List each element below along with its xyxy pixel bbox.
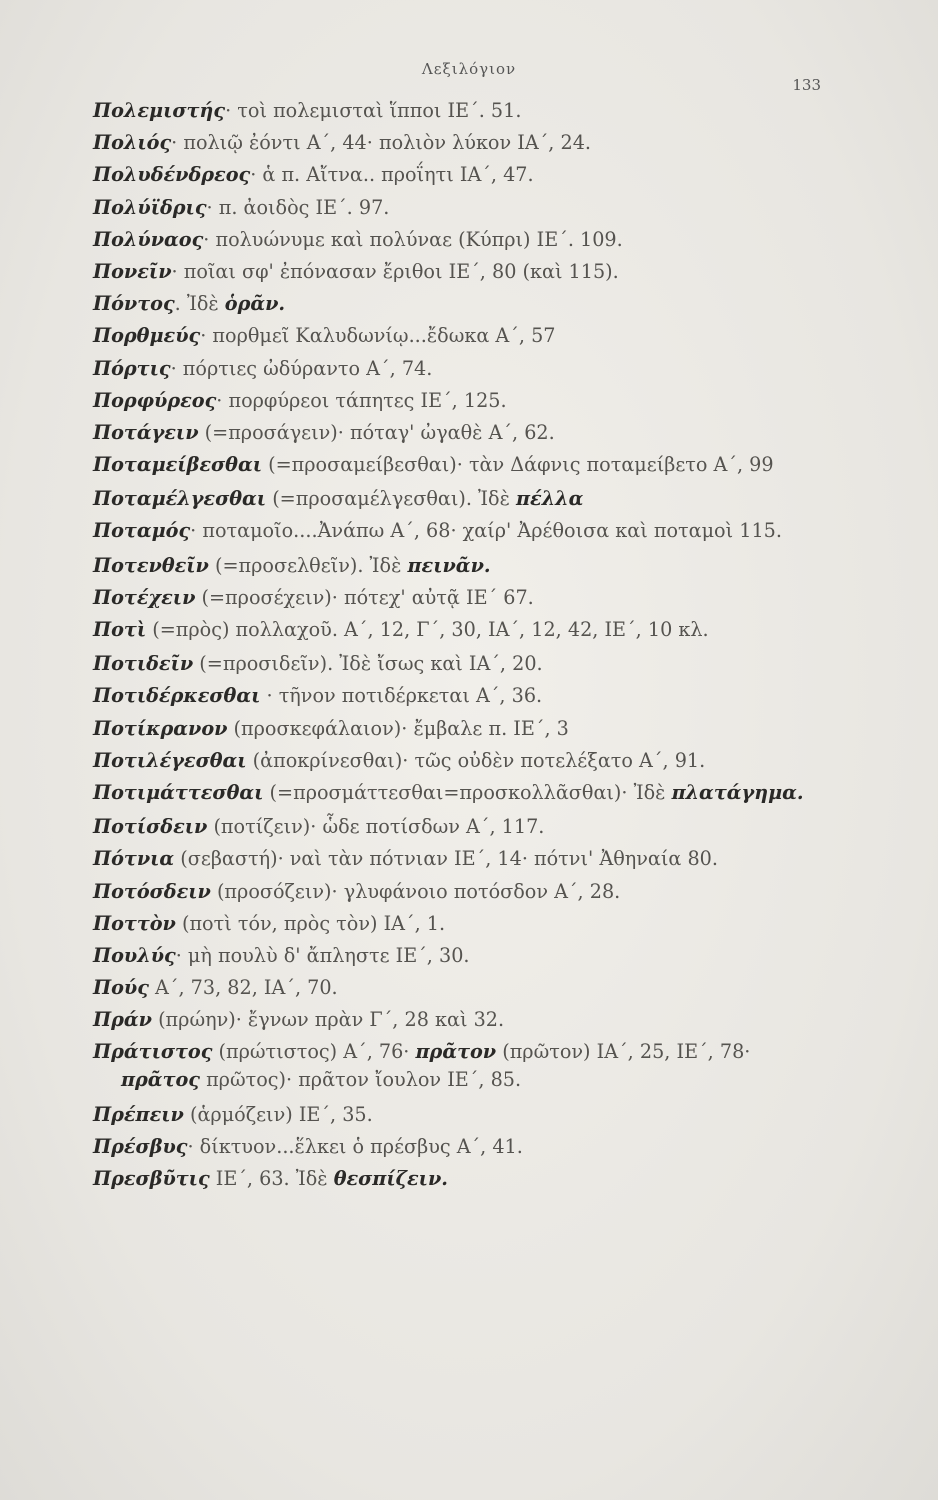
list-item <box>93 910 828 938</box>
lemma: Ποτιδέρκεσθαι <box>93 684 261 708</box>
list-item <box>93 942 828 970</box>
list-item <box>93 682 828 710</box>
lemma: Πολεμιστής <box>93 99 226 122</box>
entry-text: (ποτὶ τόν, πρὸς τὸν) ΙΑ΄, 1. <box>175 911 446 935</box>
lemma: Ποτὶ <box>93 618 147 641</box>
lemma: Ποτίκρανον <box>93 716 228 740</box>
cross-reference: πεινᾶν. <box>407 553 491 577</box>
list-item <box>93 517 828 545</box>
entry-text: (=προσελθεῖν). Ἰδὲ <box>208 553 408 577</box>
lemma: Πούς <box>93 976 149 1000</box>
entry-text: (πρῶτον) ΙΑ΄, 25, ΙΕ΄, 78· <box>496 1040 751 1064</box>
lemma: Ποτιδεῖν <box>93 652 194 676</box>
lemma: Ποτίσδειν <box>93 815 208 839</box>
lemma: Ποτιλέγεσθαι <box>93 748 247 772</box>
entry-text: · πορθμεῖ Καλυδωνίῳ...ἔδωκα Α΄, 57 <box>200 324 556 348</box>
entry-text: · πολιῷ ἐόντι Α΄, 44· πολιὸν λύκον ΙΑ΄, 24. <box>171 131 591 155</box>
cross-reference: πρᾶτον <box>415 1040 497 1064</box>
list-item <box>93 290 828 318</box>
entry-text: · ἁ π. Αἴτνα.. προΐητι ΙΑ΄, 47. <box>250 163 534 187</box>
lemma: Πορθμεύς <box>93 324 201 348</box>
list-item <box>93 97 828 125</box>
cross-reference: ὁρᾶν. <box>224 292 286 316</box>
entry-text: (=προσαμείβεσθαι)· τὰν Δάφνις ποταμείβετο Α΄, 99 <box>262 453 774 477</box>
entry-text: ΙΕ΄, 63. Ἰδὲ <box>209 1167 334 1190</box>
entry-text: πρῶτος)· πρᾶτον ἴουλον ΙΕ΄, 85. <box>199 1068 522 1092</box>
cross-reference: πλατάγημα. <box>671 780 804 804</box>
list-item <box>93 129 828 157</box>
list-item <box>93 322 828 350</box>
entry-text: (ἀποκρίνεσθαι)· τῶς οὐδὲν ποτελέξατο Α΄, 91. <box>246 748 706 772</box>
lexicon-entries <box>93 97 828 1197</box>
list-item <box>93 1165 828 1193</box>
list-item <box>93 779 828 807</box>
lemma: Ποτάγειν <box>93 420 199 444</box>
lemma: Ποτενθεῖν <box>93 553 209 577</box>
entry-text: · τῆνον ποτιδέρκεται Α΄, 36. <box>260 684 543 708</box>
entry-text: · π. ἀοιδὸς ΙΕ΄. 97. <box>206 195 390 219</box>
lemma: Πότνια <box>93 847 175 871</box>
list-item <box>93 845 828 873</box>
lemma: Πολυδένδρεος <box>93 163 251 187</box>
lemma: Πράν <box>93 1008 152 1032</box>
entry-text: · ποταμοῖο....Ἀνάπω Α΄, 68· χαίρ' Ἀρέθοισα καὶ ποταμοὶ 115. <box>190 519 782 543</box>
lemma: Ποταμός <box>93 519 191 543</box>
lemma: Ποτέχειν <box>93 585 196 609</box>
lemma: Πόρτις <box>93 356 171 380</box>
entry-text: · πολυώνυμε καὶ πολύναε (Κύπρι) ΙΕ΄. 109. <box>203 227 623 251</box>
entry-text: (ποτίζειν)· ὧδε ποτίσδων Α΄, 117. <box>207 815 545 839</box>
lemma: Ποτόσδειν <box>93 879 211 903</box>
lemma: Πρέσβυς <box>93 1134 188 1158</box>
list-item <box>93 387 828 415</box>
lemma: Πόντος <box>93 292 175 316</box>
list-item <box>93 1038 828 1094</box>
list-item <box>93 485 828 513</box>
list-item <box>93 355 828 383</box>
list-item <box>93 194 828 222</box>
lemma: Πορφύρεος <box>93 388 217 412</box>
entry-text: · ποῖαι σφ' ἐπόνασαν ἔριθοι ΙΕ΄, 80 (καὶ 115). <box>171 259 619 283</box>
entry-text: · πόρτιες ὠδύραντο Α΄, 74. <box>170 356 433 380</box>
entry-text: (=προσμάττεσθαι=προσκολλᾶσθαι)· Ἰδὲ <box>263 780 672 804</box>
list-item <box>93 1101 828 1129</box>
entry-text: · μὴ πουλὺ δ' ἄπληστε ΙΕ΄, 30. <box>175 943 470 967</box>
list-item <box>93 616 828 644</box>
cross-reference: θεσπίζειν. <box>333 1167 448 1190</box>
entry-text: (πρώτιστος) Α΄, 76· <box>212 1040 416 1064</box>
lemma: Πουλύς <box>93 943 176 967</box>
entry-text: (=πρὸς) πολλαχοῦ. Α΄, 12, Γ΄, 30, ΙΑ΄, 12, 42, ΙΕ΄, 10 κλ. <box>146 618 709 641</box>
lemma: Πολύϊδρις <box>93 195 207 219</box>
entry-text: (=προσάγειν)· πόταγ' ὠγαθὲ Α΄, 62. <box>198 420 555 444</box>
lemma: Πρέπειν <box>93 1102 184 1126</box>
entry-text: (=προσιδεῖν). Ἰδὲ ἴσως καὶ ΙΑ΄, 20. <box>193 652 543 676</box>
list-item <box>93 878 828 906</box>
list-item <box>93 584 828 612</box>
entry-text: (=προσαμέλγεσθαι). Ἰδὲ <box>266 487 516 511</box>
list-item <box>93 258 828 286</box>
list-item <box>93 419 828 447</box>
page-number: 133 <box>792 76 821 94</box>
entry-text: (=προσέχειν)· πότεχ' αὐτᾷ ΙΕ΄ 67. <box>195 585 534 609</box>
lemma: Πολιός <box>93 131 172 155</box>
entry-text: Α΄, 73, 82, ΙΑ΄, 70. <box>148 976 338 1000</box>
lemma: Ποταμείβεσθαι <box>93 453 262 477</box>
entry-text: (ἁρμόζειν) ΙΕ΄, 35. <box>183 1102 373 1126</box>
list-item <box>93 1133 828 1161</box>
lemma: Ποταμέλγεσθαι <box>93 487 267 511</box>
list-item <box>93 747 828 775</box>
lemma: Πράτιστος <box>93 1040 213 1064</box>
entry-text: · τοὶ πολεμισταὶ ἵπποι ΙΕ΄. 51. <box>225 99 522 122</box>
entry-text: (σεβαστή)· ναὶ τὰν πότνιαν ΙΕ΄, 14· πότνι' Ἀθηναία 80. <box>174 847 718 871</box>
list-item <box>93 226 828 254</box>
entry-text: · πορφύρεοι τάπητες ΙΕ΄, 125. <box>216 388 507 412</box>
entry-text: (προσκεφάλαιον)· ἔμβαλε π. ΙΕ΄, 3 <box>227 716 569 740</box>
running-head: Λεξιλόγιον <box>421 60 517 78</box>
entry-text: (πρώην)· ἔγνων πρὰν Γ΄, 28 καὶ 32. <box>151 1008 505 1032</box>
lemma: Ποτιμάττεσθαι <box>93 780 264 804</box>
lemma: Πολύναος <box>93 227 204 251</box>
list-item <box>93 650 828 678</box>
entry-text: (προσόζειν)· γλυφάνοιο ποτόσδον Α΄, 28. <box>210 879 621 903</box>
list-item <box>93 1006 828 1034</box>
list-item <box>93 552 828 580</box>
list-item <box>93 161 828 189</box>
list-item <box>93 451 828 479</box>
lemma: Ποττὸν <box>93 911 176 935</box>
cross-reference: πέλλα <box>516 487 584 511</box>
lemma: Πρεσβῦτις <box>93 1167 210 1190</box>
entry-text: . Ἰδὲ <box>174 292 225 316</box>
list-item <box>93 974 828 1002</box>
entry-text: · δίκτυον...ἕλκει ὁ πρέσβυς Α΄, 41. <box>187 1134 523 1158</box>
list-item <box>93 715 828 743</box>
cross-reference: πρᾶτος <box>121 1068 200 1092</box>
lemma: Πονεῖν <box>93 259 172 283</box>
list-item <box>93 813 828 841</box>
